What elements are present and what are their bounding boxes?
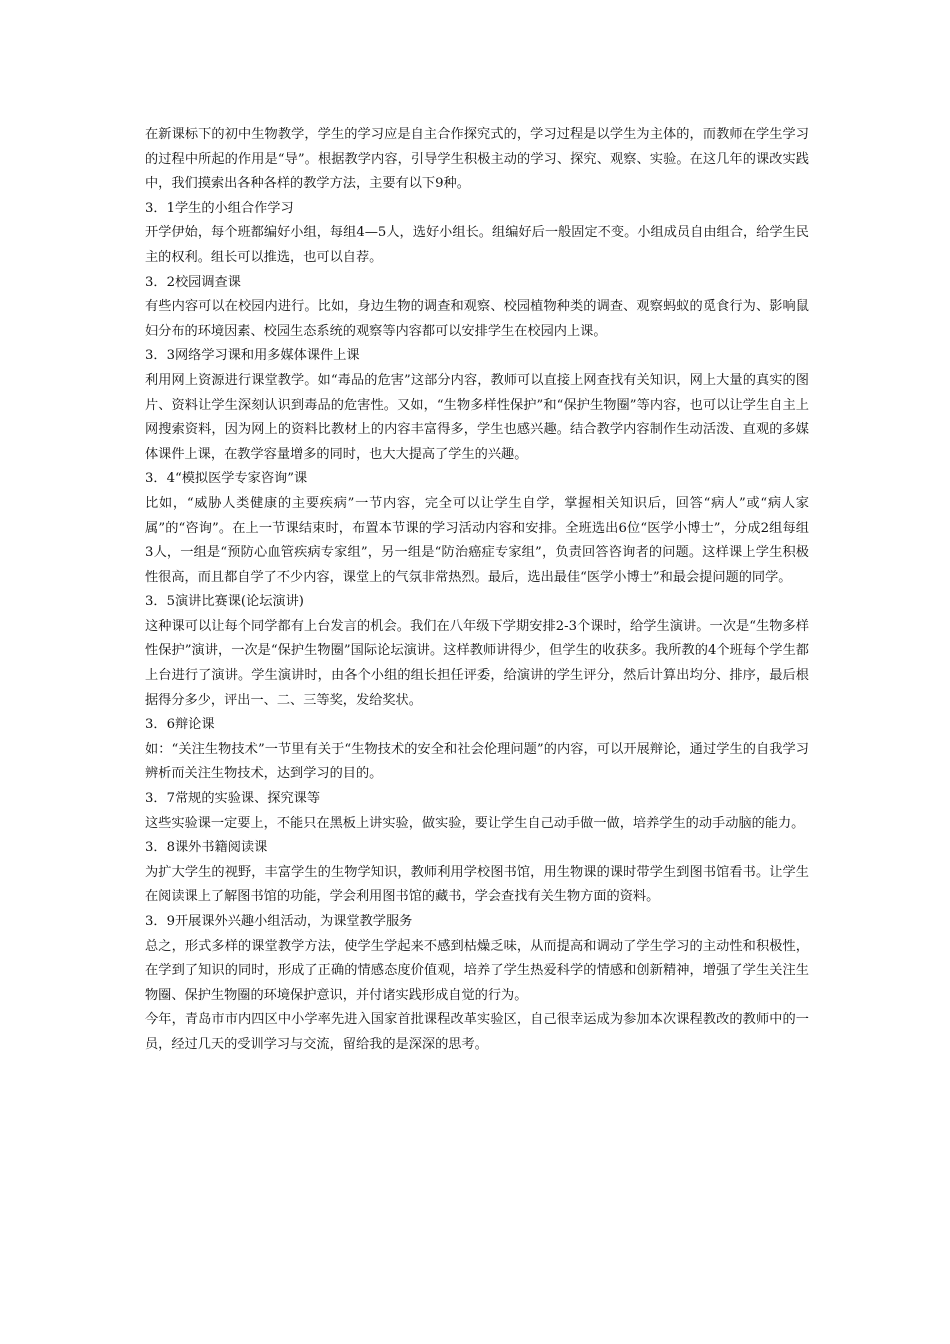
section-heading-3-9: 3．9开展课外兴趣小组活动，为课堂教学服务 xyxy=(145,914,413,929)
section-body-3-8: 为扩大学生的视野，丰富学生的生物学知识，教师利用学校图书馆，用生物课的课时带学生到图书馆看书。让学生在阅读课上了解图书馆的功能，学会利用图书馆的藏书，学会查找有关生物方面的资料。 xyxy=(145,864,809,905)
section-heading-3-8: 3．8课外书籍阅读课 xyxy=(145,840,268,856)
section-heading-3-4: 3．4“模拟医学专家咨询”课 xyxy=(145,471,308,487)
section-heading-3-2: 3．2校园调查课 xyxy=(145,274,241,290)
section-heading-3-1: 3．1学生的小组合作学习 xyxy=(145,200,294,216)
section-body-3-4: 比如，“威胁人类健康的主要疾病”一节内容，完全可以让学生自学，掌握相关知识后，回答“病人”或“病人家属”的“咨询”。在上一节课结束时，布置本节课的学习活动内容和安排。全班选出6位“医学小博士”，分成2组每组3人，一组是“预防心血管疾病专家组”，另一组是“防治癌症专家组”，负责回答咨询者的问题。这样课上学生积极性很高，而且都自学了不少内容，课堂上的气氛非常热烈。最后，选出最佳“医学小博士”和最会提问题的同学。 xyxy=(145,495,809,585)
section-body-3-1: 开学伊始，每个班都编好小组，每组4—5人，选好小组长。组编好后一般固定不变。小组成员自由组合，给学生民主的权利。组长可以推选，也可以自荐。 xyxy=(145,225,809,265)
section-body-3-9: 总之，形式多样的课堂教学方法，使学生学起来不感到枯燥乏味，从而提高和调动了学生学习的主动性和积极性，在学到了知识的同时，形成了正确的情感态度价值观，培养了学生热爱科学的情感和创新精神，增强了学生关注生物圈、保护生物圈的环境保护意识，并付诸实践形成自觉的行为。 xyxy=(145,938,809,1003)
section-heading-3-7: 3．7常规的实验课、探究课等 xyxy=(145,791,321,807)
section-body-3-5: 这种课可以让每个同学都有上台发言的机会。我们在八年级下学期安排2-3个课时，给学生演讲。一次是“生物多样性保护”演讲，一次是“保护生物圈”国际论坛演讲。这样教师讲得少，但学生的收获多。我所教的4个班每个学生都上台进行了演讲。学生演讲时，由各个小组的组长担任评委，给演讲的学生评分，然后计算出均分、排序，最后根据得分多少，评出一、二、三等奖，发给奖状。 xyxy=(145,618,809,708)
section-heading-3-3: 3．3网络学习课和用多媒体课件上课 xyxy=(145,348,360,364)
document-page xyxy=(145,123,809,1058)
closing-paragraph: 今年，青岛市市内四区中小学率先进入国家首批课程改革实验区，自己很幸运成为参加本次课程教改的教师中的一员，经过几天的受训学习与交流，留给我的是深深的思考。 xyxy=(145,1012,809,1052)
intro-paragraph: 在新课标下的初中生物教学，学生的学习应是自主合作探究式的，学习过程是以学生为主体的，而教师在学生学习的过程中所起的作用是“导”。根据教学内容，引导学生积极主动的学习、探究、观察、实验。在这几年的课改实践中，我们摸索出各种各样的教学方法，主要有以下9种。 xyxy=(145,127,809,192)
section-heading-3-6: 3．6辩论课 xyxy=(145,717,215,733)
section-body-3-7: 这些实验课一定要上，不能只在黑板上讲实验，做实验，要让学生自己动手做一做，培养学生的动手动脑的能力。 xyxy=(145,815,805,831)
section-body-3-2: 有些内容可以在校园内进行。比如，身边生物的调查和观察、校园植物种类的调查、观察蚂蚁的觅食行为、影响鼠妇分布的环境因素、校园生态系统的观察等内容都可以安排学生在校园内上课。 xyxy=(145,299,809,339)
section-body-3-6: 如：“关注生物技术”一节里有关于“生物技术的安全和社会伦理问题”的内容，可以开展辩论，通过学生的自我学习辨析而关注生物技术，达到学习的目的。 xyxy=(145,741,809,782)
section-body-3-3: 利用网上资源进行课堂教学。如“毒品的危害”这部分内容，教师可以直接上网查找有关知识，网上大量的真实的图片、资料让学生深刻认识到毒品的危害性。又如，“生物多样性保护”和“保护生物圈”等内容，也可以让学生自主上网搜索资料，因为网上的资料比教材上的内容丰富得多，学生也感兴趣。结合教学内容制作生动活泼、直观的多媒体课件上课，在教学容量增多的同时，也大大提高了学生的兴趣。 xyxy=(145,372,809,462)
section-heading-3-5: 3．5演讲比赛课(论坛演讲) xyxy=(145,594,304,610)
